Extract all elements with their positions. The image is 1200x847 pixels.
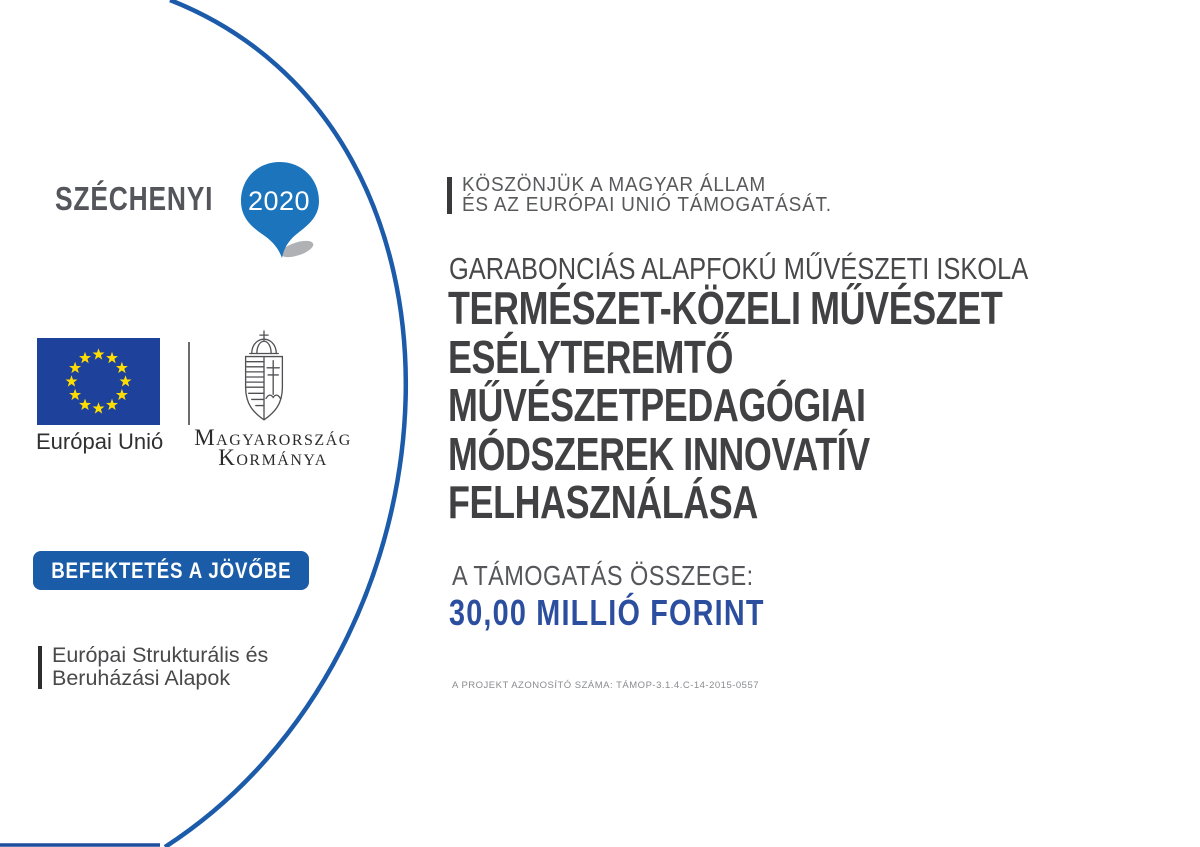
- thanks-accent-bar: [447, 177, 452, 214]
- pin-year-text: 2020: [247, 186, 311, 216]
- project-title-line: MŰVÉSZETPEDAGÓGIAI: [448, 379, 866, 431]
- thanks-line2: ÉS AZ EURÓPAI UNIÓ TÁMOGATÁSÁT.: [462, 194, 832, 216]
- grant-amount-value: 30,00 MILLIÓ FORINT: [449, 592, 765, 633]
- organization-name: GARABONCIÁS ALAPFOKÚ MŰVÉSZETI ISKOLA: [449, 251, 1029, 286]
- government-line1: Magyarország: [194, 425, 352, 450]
- hungary-coat-of-arms-icon: [232, 329, 296, 425]
- project-id: A PROJEKT AZONOSÍTÓ SZÁMA: TÁMOP-3.1.4.C-14-2015-0557: [452, 680, 760, 691]
- esif-line1: Európai Strukturális és: [52, 643, 269, 667]
- project-title-line: FELHASZNÁLÁSA: [448, 476, 758, 528]
- esif-label: [52, 644, 268, 689]
- project-title: [448, 284, 1002, 527]
- eu-flag-label: Európai Unió: [36, 429, 164, 454]
- esif-line2: Beruházási Alapok: [52, 665, 231, 690]
- grant-amount-label: A TÁMOGATÁS ÖSSZEGE:: [452, 560, 754, 591]
- project-title-line: MÓDSZEREK INNOVATÍV: [448, 427, 870, 480]
- logo-divider: [188, 342, 190, 425]
- eu-flag-icon: [37, 338, 160, 425]
- government-label: [193, 425, 353, 470]
- project-title-line: ESÉLYTEREMTŐ: [448, 330, 734, 383]
- thanks-line1: KÖSZÖNJÜK A MAGYAR ÁLLAM: [462, 174, 767, 196]
- szechenyi-logo-text: SZÉCHENYI: [55, 180, 214, 217]
- investment-badge-label: BEFEKTETÉS A JÖVŐBE: [50, 557, 292, 583]
- project-title-line: TERMÉSZET-KÖZELI MŰVÉSZET: [448, 282, 1003, 334]
- location-pin-2020-icon: [238, 161, 322, 259]
- thanks-note: [462, 175, 832, 215]
- esif-accent-bar: [38, 646, 42, 689]
- investment-badge: [33, 551, 309, 590]
- government-line2: Kormánya: [218, 445, 328, 470]
